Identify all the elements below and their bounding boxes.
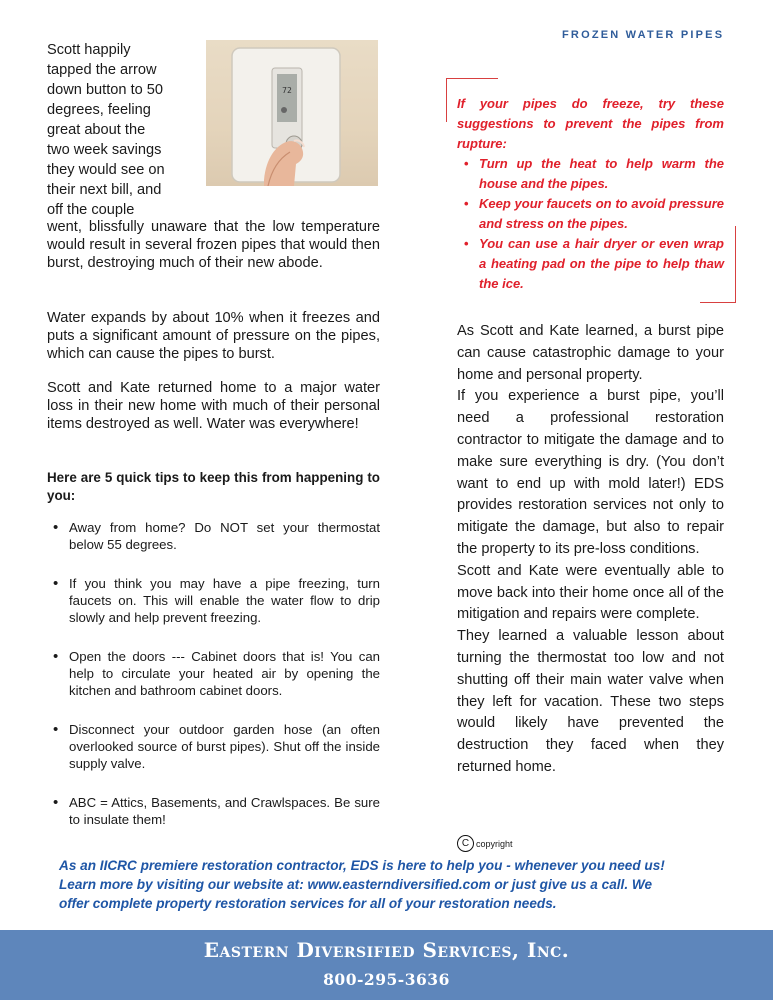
tips-heading: Here are 5 quick tips to keep this from happening to you: xyxy=(47,470,380,503)
callout-lead: If your pipes do freeze, try these suggestions to prevent the pipes from rupture: xyxy=(457,96,724,151)
intro-line: Scott happily xyxy=(47,42,131,58)
right-column-text xyxy=(457,321,724,779)
copyright-icon: C xyxy=(457,835,474,852)
right-paragraph: They learned a valuable lesson about turning the thermostat too low and not shutting off their main water valve when they left for vacation. These two steps would likely have prevented the destruction they faced when they returned home. xyxy=(457,628,724,775)
tip-item: • ABC = Attics, Basements, and Crawlspaces. Be sure to insulate them! xyxy=(47,794,380,828)
freeze-tips-callout xyxy=(457,94,724,294)
promo-line: As an IICRC premiere restoration contractor, EDS is here to help you - whenever you need us! xyxy=(59,858,665,873)
tip-item: • Away from home? Do NOT set your thermostat below 55 degrees. xyxy=(47,519,380,553)
promo-line: Learn more by visiting our website at: www.easterndiversified.com or just give us a call. We xyxy=(59,877,653,892)
right-paragraph: As Scott and Kate learned, a burst pipe can cause catastrophic damage to your home and personal property. xyxy=(457,323,724,383)
promo-text xyxy=(59,856,739,913)
intro-line: down button to 50 xyxy=(47,82,164,98)
right-paragraph: If you experience a burst pipe, you’ll need a professional restoration contractor to mitigate the damage and to make sure everything is dry. (You don’t want to end up with mold later!) EDS provides restoration services not only to mitigate the damage, but also to repair the property to its pre-loss conditions. xyxy=(457,388,724,557)
copyright-label: copyright xyxy=(476,838,513,849)
tip-item: • Disconnect your outdoor garden hose (an often overlooked source of burst pipes). Shut off the inside supply valve. xyxy=(47,721,380,772)
intro-line: great about the xyxy=(47,122,146,138)
callout-bracket-bottom-right xyxy=(735,226,736,302)
promo-line: offer complete property restoration services for all of your restoration needs. xyxy=(59,896,557,911)
intro-line: two week savings xyxy=(47,142,162,158)
intro-line: their next bill, and xyxy=(47,182,162,198)
phone-number: 800-295-3636 xyxy=(323,970,450,989)
right-paragraph: Scott and Kate were eventually able to move back into their home once all of the mitigation and repairs were complete. xyxy=(457,562,724,623)
body-paragraph: Water expands by about 10% when it freezes and puts a significant amount of pressure on the pipes, which can cause the pipes to burst. xyxy=(47,310,380,362)
callout-bracket-top-left xyxy=(446,78,498,79)
company-name: Eastern Diversified Services, Inc. xyxy=(203,938,570,962)
thermostat-display-reading: 72 xyxy=(282,86,292,95)
body-paragraph: Scott and Kate returned home to a major water loss in their new home with much of their personal items destroyed as well. Water was everywhere! xyxy=(47,380,380,432)
tip-item: • If you think you may have a pipe freezing, turn faucets on. This will enable the water flow to drip slowly and help prevent freezing. xyxy=(47,575,380,626)
callout-bracket-bottom-right xyxy=(700,302,736,303)
intro-text xyxy=(47,40,380,272)
intro-line: off the couple xyxy=(47,202,135,218)
callout-item: • You can use a hair dryer or even wrap a heating pad on the pipe to help thaw the ice. xyxy=(457,234,724,294)
intro-line: tapped the arrow xyxy=(47,62,157,78)
intro-continuation: went, blissfully unaware that the low temperature would result in several frozen pipes that would then burst, destroying much of their new abode. xyxy=(47,219,380,271)
intro-line: they would see on xyxy=(47,162,165,178)
copyright-notice xyxy=(457,835,513,852)
callout-item: • Keep your faucets on to avoid pressure and stress on the pipes. xyxy=(457,194,724,234)
tips-list xyxy=(47,519,380,850)
callout-list xyxy=(457,154,724,294)
intro-line: degrees, feeling xyxy=(47,102,151,118)
footer-banner xyxy=(0,930,773,1000)
callout-item: • Turn up the heat to help warm the house and the pipes. xyxy=(457,154,724,194)
callout-bracket-top-left xyxy=(446,78,447,122)
tip-item: • Open the doors --- Cabinet doors that is! You can help to circulate your heated air by opening the kitchen and bathroom cabinet doors. xyxy=(47,648,380,699)
section-title: FROZEN WATER PIPES xyxy=(562,29,725,41)
